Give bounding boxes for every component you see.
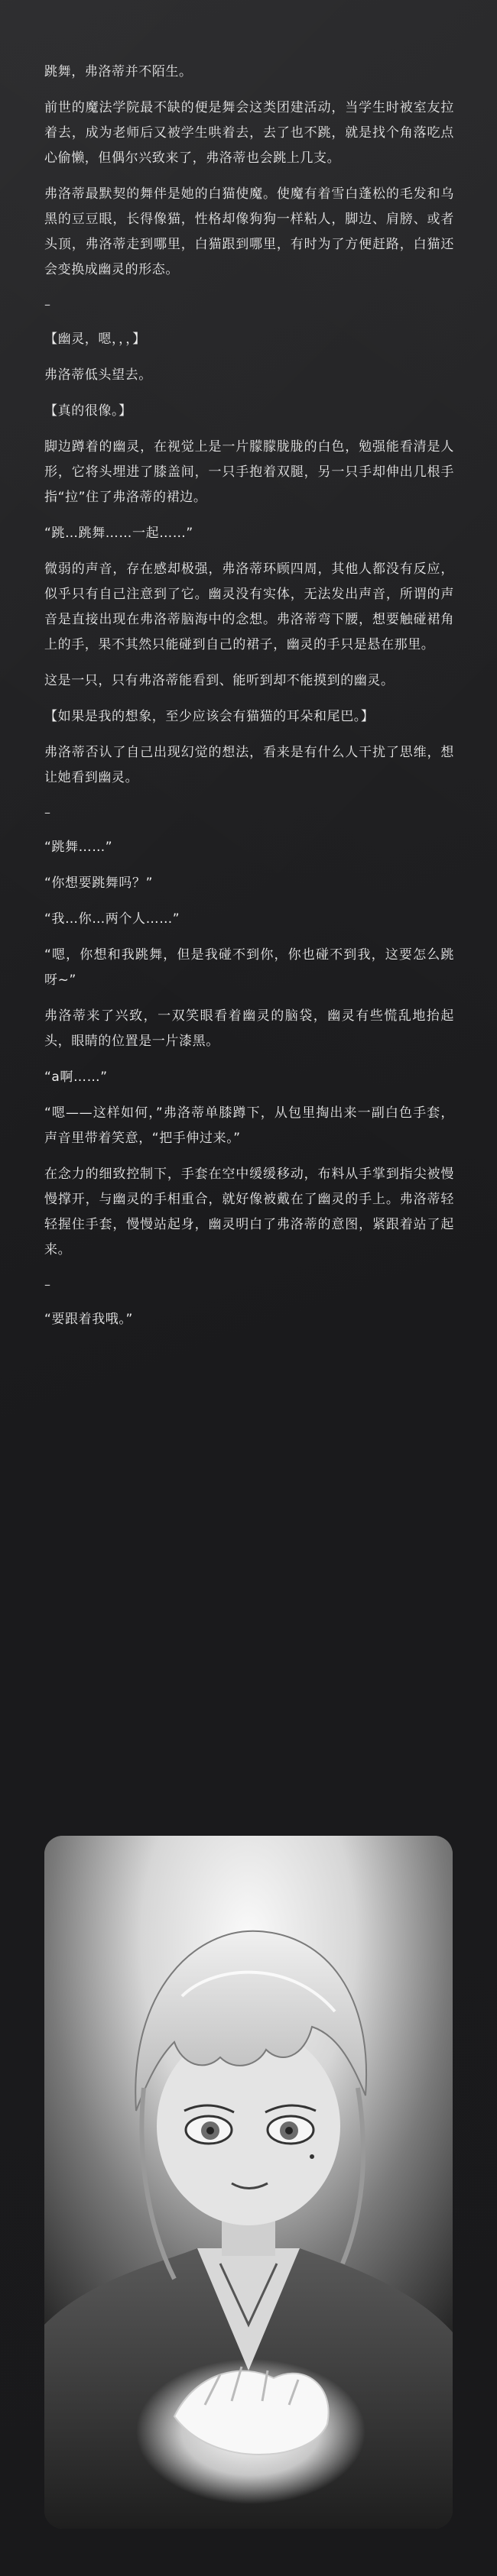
paragraph: 跳舞，弗洛蒂并不陌生。 [44,64,193,79]
illustration-drawing [44,1836,453,2529]
paragraph: “要跟着我哦。” [44,1312,133,1327]
paragraph: 微弱的声音，存在感却极强，弗洛蒂环顾四周，其他人都没有反应，似乎只有自己注意到了它。幽灵没有实体，无法发出声音，所谓的声音是直接出现在弗洛蒂脑海中的念想。弗洛蒂弯下腰，想要触碰裙角上的手，果不其然只能碰到自己的裙子，幽灵的手只是悬在那里。 [44,561,454,652]
paragraph: “你想要跳舞吗？” [44,875,154,891]
paragraph: “嗯——这样如何，”弗洛蒂单膝蹲下，从包里掏出来一副白色手套，声音里带着笑意，“把手伸过来。” [44,1105,454,1146]
paragraph: “a啊……” [44,1070,108,1085]
paragraph: 弗洛蒂最默契的舞伴是她的白猫使魔。使魔有着雪白蓬松的毛发和乌黑的豆豆眼，长得像猫，性格却像狗狗一样粘人，脚边、肩膀、或者头顶，弗洛蒂走到哪里，白猫跟到哪里，有时为了方便赶路，白猫还会变换成幽灵的形态。 [44,186,454,277]
paragraph: 弗洛蒂否认了自己出现幻觉的想法，看来是有什么人干扰了思维，想让她看到幽灵。 [44,745,454,785]
paragraph: 弗洛蒂来了兴致，一双笑眼看着幽灵的脑袋，幽灵有些慌乱地抬起头，眼睛的位置是一片漆黑。 [44,1008,454,1049]
paragraph: 这是一只，只有弗洛蒂能看到、能听到却不能摸到的幽灵。 [44,673,395,688]
paragraph: 【真的很像。】 [44,403,132,419]
paragraph: 弗洛蒂低头望去。 [44,367,152,383]
paragraph: “我…你…两个人……” [44,911,180,927]
section-divider: – [44,297,50,312]
paragraph: “跳舞……” [44,840,113,855]
section-divider: – [44,1277,50,1292]
ghost-boy-illustration [44,1836,453,2529]
section-divider: – [44,805,50,820]
paragraph: 在念力的细致控制下，手套在空中缓缓移动，布料从手掌到指尖被慢慢撑开，与幽灵的手相重合，就好像被戴在了幽灵的手上。弗洛蒂轻轻握住手套，慢慢站起身，幽灵明白了弗洛蒂的意图，紧跟着站了起来。 [44,1167,454,1257]
paragraph: 【如果是我的想象，至少应该会有猫猫的耳朵和尾巴。】 [44,709,375,724]
article-body [44,60,454,1343]
paragraph: “跳…跳舞……一起……” [44,526,193,541]
paragraph: “嗯，你想和我跳舞，但是我碰不到你，你也碰不到我，这要怎么跳呀~” [44,947,454,988]
paragraph: 脚边蹲着的幽灵，在视觉上是一片朦朦胧胧的白色，勉强能看清是人形，它将头埋进了膝盖间，一只手抱着双腿，另一只手却伸出几根手指“拉”住了弗洛蒂的裙边。 [44,439,454,505]
paragraph: 【幽灵，嗯，，，】 [44,332,146,347]
paragraph: 前世的魔法学院最不缺的便是舞会这类团建活动，当学生时被室友拉着去，成为老师后又被学生哄着去，去了也不跳，就是找个角落吃点心偷懒，但偶尔兴致来了，弗洛蒂也会跳上几支。 [44,100,454,166]
